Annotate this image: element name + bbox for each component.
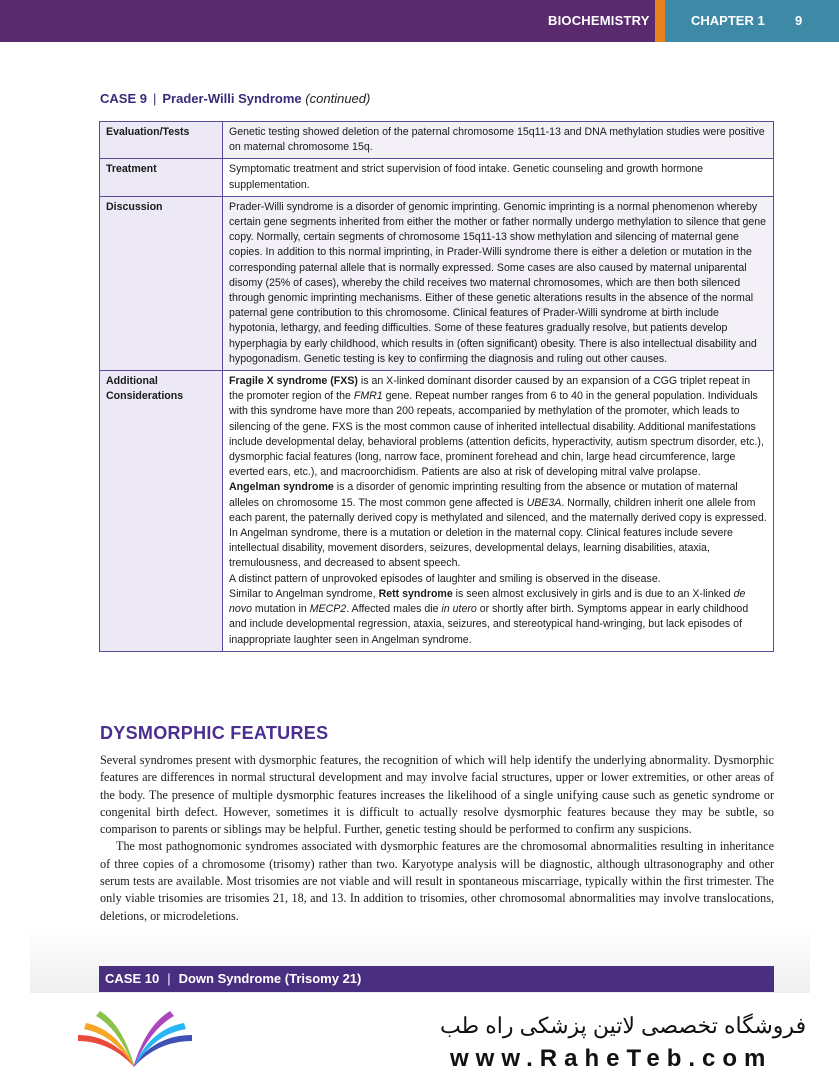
angelman-term: Angelman syndrome	[229, 481, 334, 494]
fxs-paragraph	[229, 374, 767, 480]
rett-text-1: is seen almost exclusively in girls and is due to an X-linked	[452, 587, 734, 600]
rett-text-3: . Affected males die	[346, 603, 442, 616]
row-text-discussion: Prader-Willi syndrome is a disorder of genomic imprinting. Genomic imprinting is a normal phenomenon whereby certain gene segments inherited from either the mother or father normally undergo methylation to silence that gene copy. Normally, certain segments of chromosome 15q11-13 show methylation and silencing of maternal gene copies. In addition to this normal imprinting, in Prader-Willi syndrome there is either a deletion or mutation in the corresponding paternal allele that is normally expressed. Some cases are also caused by maternal uniparental disomy (25% of cases), whereby the child receives two maternal chromosomes, which are then both silenced through genomic imprinting mechanisms. Either of these genetic alterations results in the absence of the normal paternal gene contribution to this chromosome. Clinical features of Prader-Willi syndrome at birth include hypotonia, lethargy, and feeding difficulties. Some of these features gradually resolve, but patients develop hyperphagia by early childhood, which results in (often significant) obesity. There is also intellectual disability and hypogonadism. Genetic testing is key to confirming the diagnosis and ruling out other causes.	[223, 196, 774, 370]
rett-term: Rett syndrome	[378, 587, 453, 600]
rett-text-0: Similar to Angelman syndrome,	[229, 587, 379, 600]
row-label-additional	[100, 371, 223, 652]
page-header	[0, 0, 839, 42]
label-line2: Considerations	[106, 390, 184, 403]
watermark-url: www.RaheTeb.com	[450, 1045, 773, 1072]
angelman-paragraph	[229, 480, 767, 571]
table-row-additional	[100, 371, 774, 652]
rett-denovo: de novo	[229, 587, 746, 616]
angelman-text-1: is a disorder of genomic imprinting resulting from the absence or mutation of maternal alleles on chromosome 15. The most common gene affected is	[229, 481, 738, 509]
rett-text-2: mutation in	[251, 603, 310, 616]
open-book-logo-icon	[70, 1005, 200, 1070]
fxs-text-2: gene. Repeat number ranges from 6 to 40 in the general population. Individuals with this syndrome have more than 200 repeats, accompanied by methylation of the promoter, which leads to silencing of the gene. FXS is the most common cause of inherited intellectual disability. Additional manifestations include developmental delay, behavioral problems (attention deficits, hyperactivity, autism spectrum disorder, etc.), dysmorphic facial features (long, narrow face, prominent forehead and chin, large head circumference, large everted ears, etc.), and macroorchidism. Patients are also at risk of developing mitral valve prolapse.	[229, 390, 764, 479]
row-text-treatment: Symptomatic treatment and strict supervision of food intake. Genetic counseling and growth hormone supplementation.	[223, 159, 774, 196]
row-label-treatment: Treatment	[100, 159, 223, 196]
dysmorphic-paragraph-1: Several syndromes present with dysmorphic features, the recognition of which will help identify the underlying abnormality. Dysmorphic features are differences in normal structural development and may involve facial structures, upper or lower extremities, or other areas of the body. The presence of multiple dysmorphic features increases the likelihood of a single unifying cause such as genetic syndrome or congenital birth defect. However, sometimes it is difficult to actually resolve dysmorphic features because they may be subtle, so comparison to parents or siblings may be helpful. Further, genetic testing should be performed to confirm any suspicions.	[100, 753, 774, 837]
rett-paragraph	[229, 587, 767, 648]
case9-continued: (continued)	[305, 91, 371, 106]
title-separator: |	[152, 91, 157, 106]
chapter-block	[665, 0, 839, 42]
angelman-gene: UBE3A	[526, 496, 562, 509]
fxs-term: Fragile X syndrome (FXS)	[229, 375, 358, 388]
case9-name: Prader-Willi Syndrome	[162, 91, 302, 106]
row-text-additional	[223, 371, 774, 652]
rett-text-4: or shortly after birth. Symptoms appear in early childhood and include developmental regression, ataxia, seizures, and stereotypical hand-wringing, but lack episodes of inappropriate laughter seen in Angelman syndrome.	[229, 603, 749, 646]
case10-label: CASE 10	[105, 971, 160, 986]
table-row-treatment	[100, 159, 774, 196]
case9-table	[99, 121, 774, 652]
case9-title	[100, 91, 370, 106]
case9-label: CASE 9	[100, 91, 147, 106]
section-heading-dysmorphic: DYSMORPHIC FEATURES	[100, 723, 329, 743]
watermark-persian-text: فروشگاه تخصصی لاتین پزشکی راه طب	[440, 1013, 807, 1038]
row-label-evaluation: Evaluation/Tests	[100, 122, 223, 159]
dysmorphic-body	[100, 752, 774, 925]
angelman-laughter-paragraph: A distinct pattern of unprovoked episodes of laughter and smiling is observed in the disease.	[229, 572, 661, 585]
angelman-text-2: . Normally, children inherit one allele from each parent, the paternally derived copy is methylated and silenced, and the maternally derived copy is expressed. In Angelman syndrome, there is a mutation or deletion in the maternal copy. Clinical features include severe intellectual disability, movement disorders, seizures, developmental delays, learning disabilities, ataxia, tremulousness, and decreased to absent speech.	[229, 496, 767, 570]
page-number: 9	[795, 13, 803, 28]
fxs-text-1: is an X-linked dominant disorder caused by an expansion of a CGG triplet repeat in the promoter region of the	[229, 375, 751, 403]
row-label-discussion: Discussion	[100, 196, 223, 370]
table-row-discussion	[100, 196, 774, 370]
row-text-evaluation: Genetic testing showed deletion of the paternal chromosome 15q11-13 and DNA methylation studies were positive on maternal chromosome 15q.	[223, 122, 774, 159]
label-line1: Additional	[106, 375, 158, 388]
table-row-evaluation	[100, 122, 774, 159]
case10-header	[99, 966, 774, 992]
rett-gene: MECP2	[309, 603, 347, 616]
dysmorphic-paragraph-2: The most pathognomonic syndromes associated with dysmorphic features are the chromosomal abnormalities resulting in inheritance of three copies of a chromosome (trisomy) rather than two. Karyotype analysis will be diagnostic, although ultrasonography and other serum tests are available. Most trisomies are not viable and will result in spontaneous miscarriage, typically within the first trimester. The only viable trisomies are trisomies 21, 18, and 13. In addition to trisomies, other chromosomal abnormalities may involve translocations, deletions, or microdeletions.	[100, 839, 774, 923]
case10-separator: |	[167, 971, 171, 986]
header-accent-stripe	[655, 0, 665, 42]
rett-utero: in utero	[441, 603, 477, 616]
chapter-label: CHAPTER 1	[691, 13, 765, 28]
case10-name: Down Syndrome (Trisomy 21)	[178, 971, 362, 986]
section-title: BIOCHEMISTRY	[548, 13, 650, 28]
fxs-gene: FMR1	[353, 390, 383, 403]
